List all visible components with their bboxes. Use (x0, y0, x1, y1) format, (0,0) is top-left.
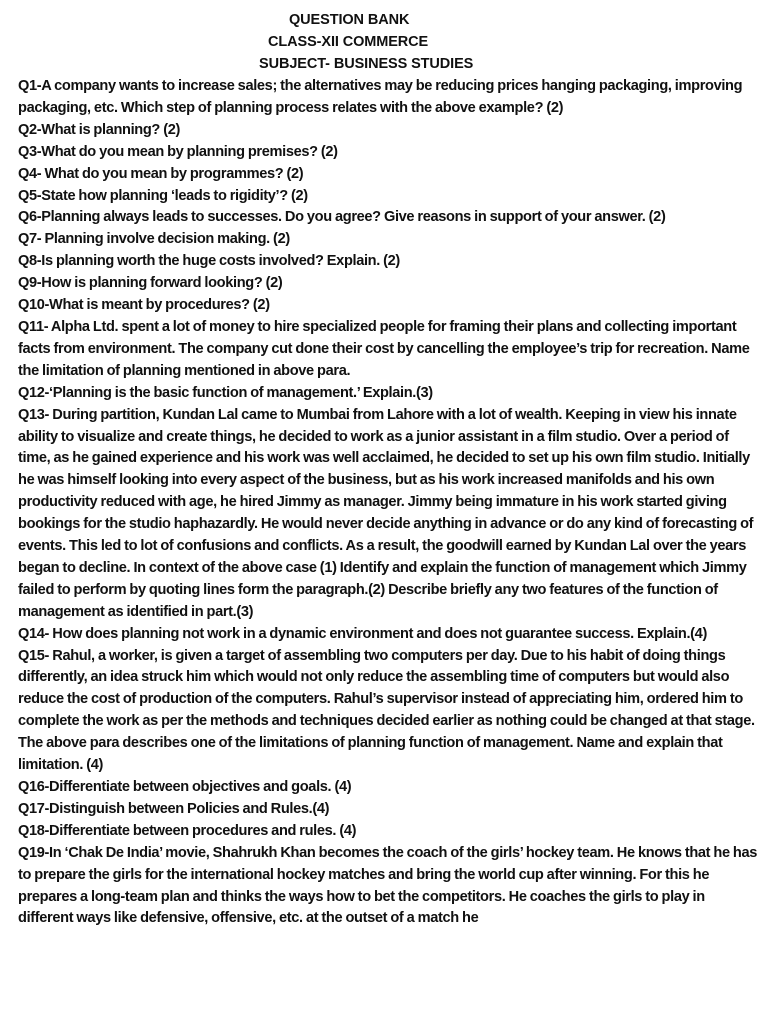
question-3: Q3-What do you mean by planning premises? (2) (18, 143, 338, 160)
question-7: Q7- Planning involve decision making. (2) (18, 231, 290, 248)
question-11: Q11- Alpha Ltd. spent a lot of money to hire specialized people for framing their plans and collecting important facts from environment. The company cut done their cost by cancelling the employee’s trip for recreation. Name the limitation of planning mentioned in above para. (18, 318, 750, 379)
question-2: Q2-What is planning? (2) (18, 121, 180, 138)
question-10: Q10-What is meant by procedures? (2) (18, 297, 270, 314)
question-16: Q16-Differentiate between objectives and goals. (4) (18, 779, 352, 795)
question-5: Q5-State how planning ‘leads to rigidity’? (2) (18, 187, 308, 204)
header-class: CLASS-XII COMMERCE (268, 34, 429, 50)
document-header (0, 10, 768, 74)
question-list (18, 76, 758, 930)
question-18: Q18-Differentiate between procedures and rules. (4) (18, 822, 357, 839)
question-15: Q15- Rahul, a worker, is given a target of assembling two computers per day. Due to his habit of doing things differently, an idea struck him which would not only reduce the assembling time of computers but would also reduce the cost of production of the computers. Rahul’s supervisor instead of appreciating him, ordered him to complete the work as per the methods and techniques decided earlier as nothing could be changed at that stage. The above para describes one of the limitations of planning function of management. Name and explain that limitation. (4) (18, 647, 755, 774)
question-14: Q14- How does planning not work in a dynamic environment and does not guarantee success. Explain.(4) (18, 625, 707, 642)
question-8: Q8-Is planning worth the huge costs involved? Explain. (2) (18, 253, 400, 270)
header-subject: SUBJECT- BUSINESS STUDIES (259, 56, 474, 72)
question-4: Q4- What do you mean by programmes? (2) (18, 165, 304, 182)
question-6: Q6-Planning always leads to successes. Do you agree? Give reasons in support of your answer. (2) (18, 209, 666, 226)
question-9: Q9-How is planning forward looking? (2) (18, 275, 283, 292)
question-17: Q17-Distinguish between Policies and Rules.(4) (18, 800, 330, 817)
question-19: Q19-In ‘Chak De India’ movie, Shahrukh Khan becomes the coach of the girls’ hockey team. He knows that he has to prepare the girls for the international hockey matches and bring the world cup after winning. For this he prepares a long-team plan and thinks the ways how to bet the competitors. He coaches the girls to play in different ways like defensive, offensive, etc. at the outset of a match he (18, 844, 758, 927)
question-1: Q1-A company wants to increase sales; the alternatives may be reducing prices hanging packaging, improving packaging, etc. Which step of planning process relates with the above example? (2) (18, 78, 743, 116)
question-13: Q13- During partition, Kundan Lal came to Mumbai from Lahore with a lot of wealth. Keeping in view his innate ability to visualize and create things, he decided to work as a junior assistant in a film studio. Over a period of time, as he gained experience and his work was well acclaimed, he decided to set up his own film studio. Initially he was himself looking into every aspect of the business, but as his work increased manifolds and his own productivity reduced with age, he hired Jimmy as manager. Jimmy being immature in his work started giving bookings for the studio haphazardly. He would never decide anything in advance or do any kind of forecasting of events. This led to lot of confusions and conflicts. As a result, the goodwill earned by Kundan Lal over the years began to decline. In context of the above case (1) Identify and explain the function of management which Jimmy failed to perform by quoting lines form the paragraph.(2) Describe briefly any two features of the function of management as identified in part.(3) (18, 406, 754, 620)
header-title: QUESTION BANK (289, 12, 410, 28)
question-12: Q12-‘Planning is the basic function of management.’ Explain.(3) (18, 384, 433, 401)
